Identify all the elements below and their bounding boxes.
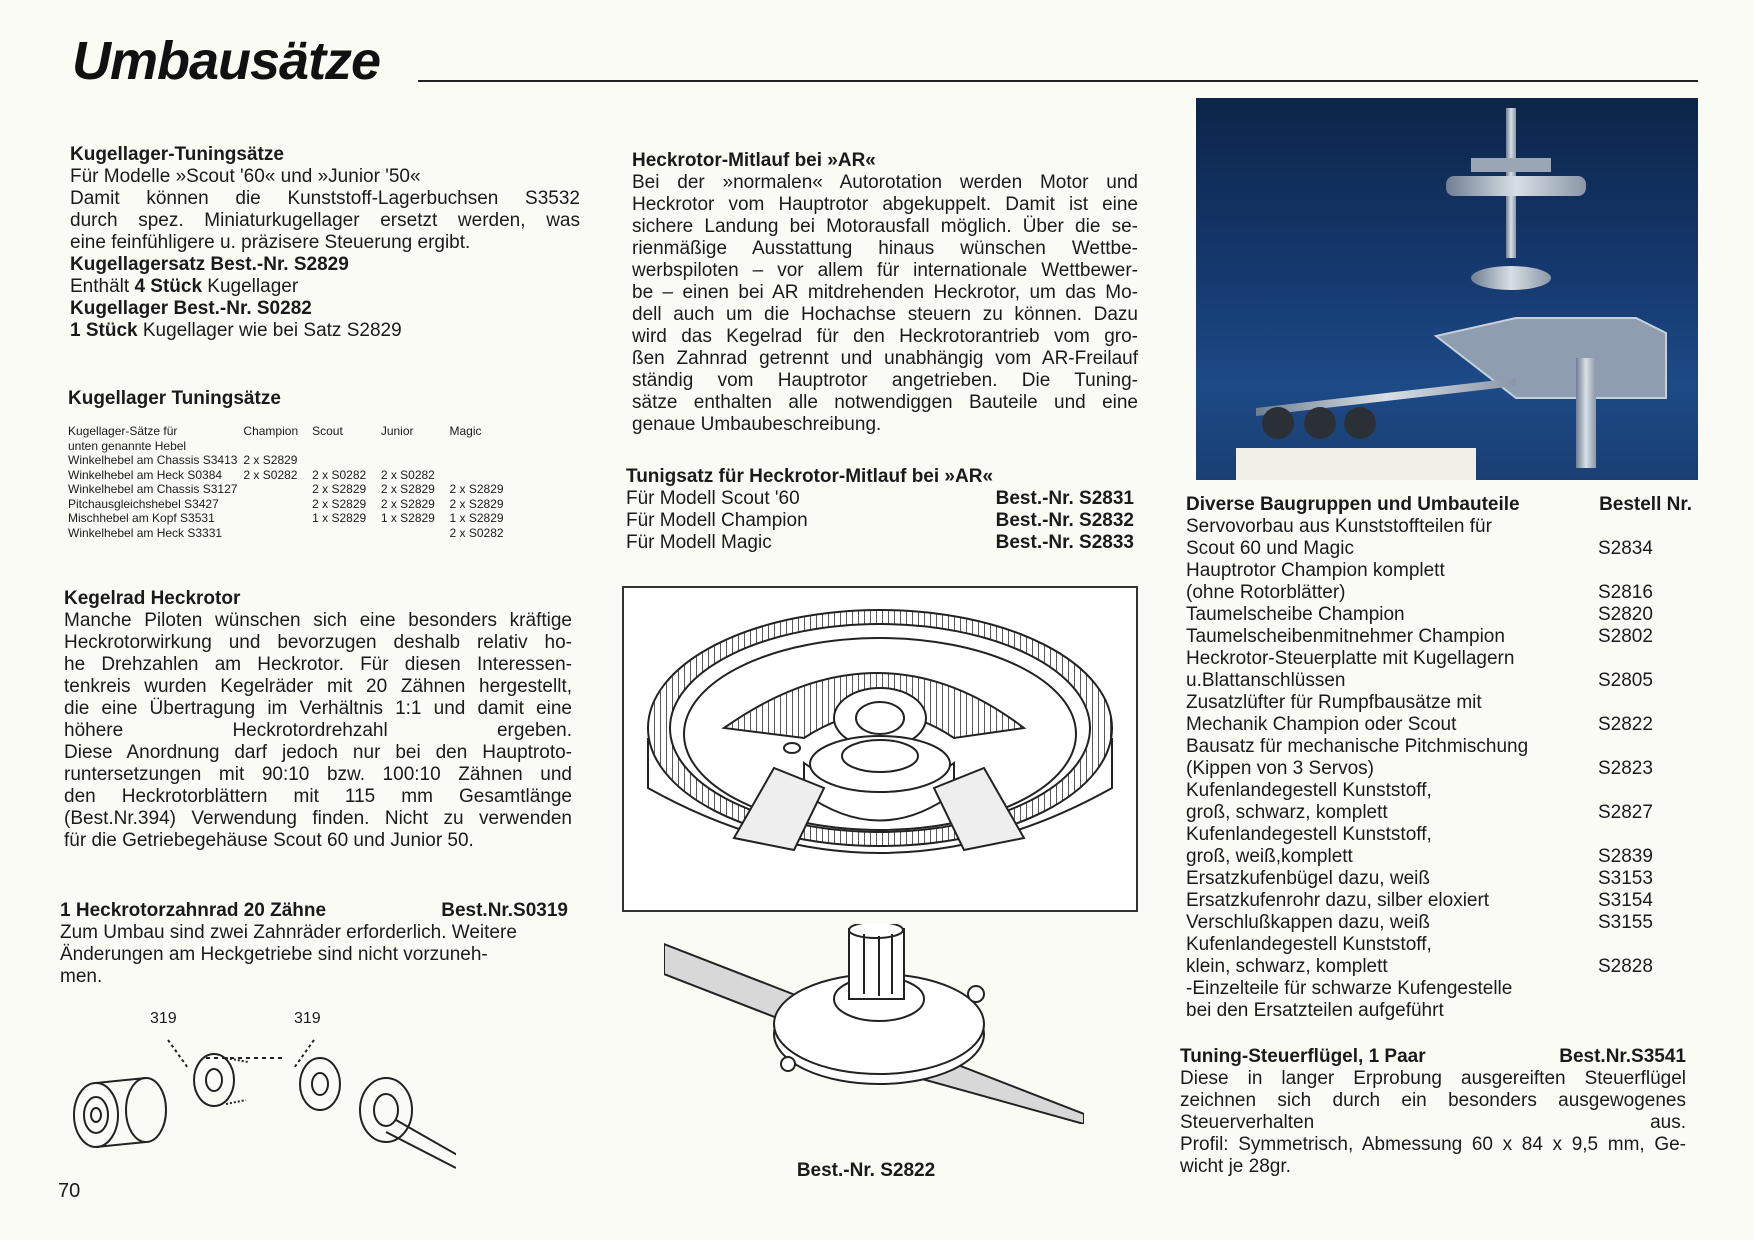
body-line: rienmäßige Ausstattung hinaus wünschen Wettbe- [632, 238, 1138, 259]
list-item [1186, 626, 1702, 648]
body-line: höhere Heckrotordrehzahl ergeben. [64, 720, 572, 741]
body-line: (Best.Nr.394) Verwendung finden. Nicht zu verwenden [64, 808, 572, 829]
body-line: Heckrotorwirkung und bevorzugen deshalb relativ ho- [64, 632, 572, 653]
table-cell: 2 x S0282 [243, 467, 298, 482]
part-description [1186, 736, 1528, 780]
body-line: Änderungen am Heckgetriebe sind nicht vorzuneh- [60, 944, 488, 965]
body-text [1180, 1068, 1686, 1178]
body-line: wird das Kegelrad für den Heckrotorantrieb vom gro- [632, 326, 1138, 347]
body-line: sätze enthalten alle notwendiggen Bauteile und eine [632, 392, 1138, 413]
table-cell: 2 x S0282 [312, 467, 367, 482]
list-item [1186, 604, 1702, 626]
list-item [1186, 868, 1702, 890]
table-cell: Winkelhebel am Heck S3331 [68, 525, 223, 540]
part-description [1186, 692, 1482, 736]
section-heading: 1 Heckrotorzahnrad 20 Zähne [60, 900, 327, 921]
part-description-line: Bausatz für mechanische Pitchmischung [1186, 736, 1529, 757]
part-description-line: u.Blattanschlüssen [1186, 670, 1346, 691]
table-cell: 2 x S2829 [380, 482, 435, 496]
part-description-line: Hauptrotor Champion komplett [1186, 560, 1445, 581]
body-line: Bei der »normalen« Autorotation werden Motor und [632, 172, 1138, 193]
table-cell: Pitchausgleichshebel S3427 [68, 496, 219, 511]
part-description-line: Kufenlandegestell Kunststoff, [1186, 934, 1432, 955]
part-description-line: klein, schwarz, komplett [1186, 956, 1388, 977]
part-description [1186, 912, 1430, 934]
body-line: für die Getriebegehäuse Scout 60 und Junior 50. [64, 830, 474, 851]
table-cell: 2 x S0282 [380, 467, 435, 482]
stabilizer-drawing [664, 924, 1084, 1124]
order-number: Best.Nr.S0319 [441, 900, 568, 921]
table-cell [243, 482, 312, 497]
body-line: Heckrotor vom Hauptrotor abgekuppelt. Damit ist eine [632, 194, 1138, 215]
part-description-line: Kufenlandegestell Kunststoff, [1186, 780, 1432, 801]
body-line: ßen Zahnrad getrennt und unabhängig vom AR-Freilauf [632, 348, 1138, 369]
body-text [64, 610, 572, 852]
table-cell: 1 x S2829 [380, 511, 435, 525]
table-header: Champion [243, 424, 299, 438]
body-line: Diese Anordnung darf jedoch nur bei den Hauptroto- [64, 742, 572, 763]
body-line: genaue Umbaubeschreibung. [632, 414, 882, 435]
page-title: Umbausätze [72, 31, 381, 91]
body-line: Manche Piloten wünschen sich eine besonders kräftige [64, 610, 572, 631]
part-order-number: S2816 [1598, 582, 1653, 603]
body-line: die eine Übertragung im Verhältnis 1:1 und damit eine [64, 698, 572, 719]
table-cell: Mischhebel am Kopf S3531 [68, 511, 215, 525]
part-description [1186, 648, 1514, 692]
order-number: Best.Nr.S3541 [1559, 1046, 1686, 1067]
part-description-line: -Einzelteile für schwarze Kufengestelle [1186, 978, 1513, 999]
heading-row [1186, 494, 1702, 516]
part-order-number: S2823 [1598, 758, 1653, 779]
bevel-gear-figure [622, 586, 1138, 912]
table-row [68, 511, 510, 526]
part-description-line: Heckrotor-Steuerplatte mit Kugellagern [1186, 648, 1515, 669]
part-description [1186, 604, 1405, 626]
order-number: Best.-Nr. S2833 [995, 532, 1134, 553]
table-cell: 2 x S2829 [312, 482, 367, 496]
body-line: he Drehzahlen am Heckrotor. Für diesen Interessen- [64, 654, 572, 675]
table-cell: 2 x S2829 [449, 496, 504, 511]
table-cell: 2 x S0282 [449, 525, 504, 540]
part-description-line: groß, schwarz, komplett [1186, 802, 1388, 823]
list-item [1186, 890, 1702, 912]
part-description [1186, 868, 1430, 890]
table-row [68, 453, 510, 468]
body-line: be – einen bei AR mitdrehenden Heckrotor, um das Mo- [632, 282, 1138, 303]
title-rule [418, 80, 1698, 82]
list-item [1186, 736, 1702, 780]
order-row [626, 510, 1134, 532]
body-line: ständig vom Hauptrotor angetrieben. Die Tuning- [632, 370, 1138, 391]
list-item [1186, 648, 1702, 692]
body-line: tenkreis wurden Kegelräder mit 20 Zähnen hergestellt, [64, 676, 572, 697]
col1-section-bevel-gear [64, 588, 572, 852]
list-item [1186, 780, 1702, 824]
table-cell [243, 511, 312, 526]
table-row [68, 468, 510, 483]
contents-line: Enthält 4 Stück Kugellager [70, 276, 299, 297]
section-heading: Kugellager-Tuningsätze [70, 144, 284, 165]
table-header: Kugellager-Sätze für unten genannte Hebel [68, 424, 187, 453]
body-line: runtersetzungen mit 90:10 bzw. 100:10 Zähnen und [64, 764, 572, 785]
list-item [1186, 692, 1702, 736]
col3-section-parts [1186, 494, 1702, 1022]
section-heading: Kegelrad Heckrotor [64, 588, 241, 609]
table-row [68, 497, 510, 512]
body-line: Zum Umbau sind zwei Zahnräder erforderlich. Weitere [60, 922, 517, 943]
helicopter-photo [1196, 98, 1698, 480]
list-item [1186, 934, 1702, 978]
part-description-line: Scout 60 und Magic [1186, 538, 1354, 559]
part-description-line: Servovorbau aus Kunststoffteilen für [1186, 516, 1492, 537]
table-cell [450, 468, 510, 483]
part-description-line: Taumelscheibe Champion [1186, 604, 1405, 625]
body-line: dell auch um die Hochachse steuern zu können. Dazu [632, 304, 1138, 325]
table-cell: 2 x S2829 [243, 453, 298, 467]
col2-section-ar [632, 150, 1138, 436]
order-number: Kugellagersatz Best.-Nr. S2829 [70, 254, 349, 275]
part-description-line: Mechanik Champion oder Scout [1186, 714, 1457, 735]
part-description-line: Ersatzkufenrohr dazu, silber eloxiert [1186, 890, 1490, 911]
table-cell: 1 x S2829 [449, 511, 504, 525]
part-description-line: Kufenlandegestell Kunststoff, [1186, 824, 1432, 845]
body-line: Diese in langer Erprobung ausgereiften Steuerflügel [1180, 1068, 1686, 1089]
section-heading: Tunigsatz für Heckrotor-Mitlauf bei »AR« [626, 466, 994, 487]
col1-section-bearing-table [68, 388, 588, 540]
table-header: Scout [312, 424, 343, 438]
order-number: Best.-Nr. S2831 [995, 488, 1134, 509]
model-label: Für Modell Champion [626, 510, 808, 531]
page-number: 70 [58, 1180, 81, 1202]
body-text [632, 172, 1138, 436]
list-item [1186, 978, 1702, 1022]
part-description-line: Ersatzkufenbügel dazu, weiß [1186, 868, 1430, 889]
section-heading: Heckrotor-Mitlauf bei »AR« [632, 150, 876, 171]
order-number: Best.-Nr. S2832 [995, 510, 1134, 531]
part-order-number: S2834 [1598, 538, 1653, 559]
part-description [1186, 560, 1445, 604]
table-cell: Winkelhebel am Chassis S3413 [68, 453, 238, 467]
figure-label: 319 [294, 1010, 321, 1027]
section-heading: Diverse Baugruppen und Umbauteile [1186, 494, 1520, 515]
part-order-number: S3155 [1598, 912, 1653, 933]
table-cell [312, 453, 381, 468]
order-row [626, 532, 1134, 554]
heading-row [60, 900, 568, 922]
figure-caption: Best.-Nr. S2822 [796, 1160, 936, 1181]
part-description [1186, 626, 1505, 648]
gear-drawing [56, 1010, 456, 1170]
table-cell: Winkelhebel am Heck S0384 [68, 467, 223, 482]
list-item [1186, 912, 1702, 934]
part-description-line: Taumelscheibenmitnehmer Champion [1186, 626, 1505, 647]
model-label: Für Modell Magic [626, 532, 772, 553]
part-order-number: S3153 [1598, 868, 1653, 889]
table-cell [243, 526, 312, 541]
table-cell [243, 497, 312, 512]
body-line: sichere Landung bei Motorausfall möglich. Über die se- [632, 216, 1138, 237]
col2-section-tuning-set [626, 466, 1134, 554]
body-line: zeichnen sich durch ein besonders ausgewogenes [1180, 1090, 1686, 1111]
table-cell [381, 526, 450, 541]
body-line: Profil: Symmetrisch, Abmessung 60 x 84 x 9,5 mm, Ge- [1180, 1134, 1686, 1155]
table-cell: 2 x S2829 [312, 496, 367, 511]
col3-section-stabilizer [1180, 1046, 1686, 1178]
col1-section-tail-gear [60, 900, 568, 988]
part-description [1186, 890, 1489, 912]
heading-row [1180, 1046, 1686, 1068]
table-header: Magic [449, 424, 482, 438]
part-description-line: (Kippen von 3 Servos) [1186, 758, 1374, 779]
part-description-line: Zusatzlüfter für Rumpfbausätze mit [1186, 692, 1482, 713]
order-row [626, 488, 1134, 510]
list-item [1186, 824, 1702, 868]
part-order-number: S2828 [1598, 956, 1653, 977]
body-line: men. [60, 966, 103, 987]
table-cell [450, 453, 510, 468]
body-line: Steuerverhalten aus. [1180, 1112, 1686, 1133]
column-header-order: Bestell Nr. [1599, 494, 1692, 515]
part-description-line: bei den Ersatzteilen aufgeführt [1186, 1000, 1444, 1021]
part-description [1186, 824, 1432, 868]
list-item [1186, 516, 1702, 560]
part-order-number: S2805 [1598, 670, 1653, 691]
figure-label: 319 [150, 1010, 177, 1027]
body-line: werbspiloten – vor allem für internationale Wettbewer- [632, 260, 1138, 281]
part-order-number: S2822 [1598, 714, 1653, 735]
body-line: wicht je 28gr. [1180, 1156, 1291, 1177]
part-order-number: S2802 [1598, 626, 1653, 647]
model-label: Für Modell Scout '60 [626, 488, 800, 509]
table-cell [381, 453, 450, 468]
body-line: den Heckrotorblättern mit 115 mm Gesamtlänge [64, 786, 572, 807]
table-cell: Winkelhebel am Chassis S3127 [68, 482, 238, 496]
table-cell: 2 x S2829 [449, 482, 504, 496]
tail-gear-illustration [56, 1010, 456, 1170]
table-header: Junior [380, 424, 414, 438]
helicopter-photo-drawing [1196, 98, 1698, 480]
part-order-number: S2827 [1598, 802, 1653, 823]
section-heading: Tuning-Steuerflügel, 1 Paar [1180, 1046, 1426, 1067]
section-heading: Kugellager Tuningsätze [68, 388, 281, 409]
part-order-number: S3154 [1598, 890, 1653, 911]
part-description [1186, 978, 1512, 1022]
table-cell: 1 x S2829 [312, 511, 367, 525]
order-number: Kugellager Best.-Nr. S0282 [70, 298, 312, 319]
stabilizer-figure [664, 924, 1084, 1181]
part-description [1186, 934, 1432, 978]
part-description-line: Verschlußkappen dazu, weiß [1186, 912, 1430, 933]
col1-section-ball-bearing [70, 144, 580, 342]
part-order-number: S2839 [1598, 846, 1653, 867]
part-description-line: groß, weiß,komplett [1186, 846, 1353, 867]
contents-line: 1 Stück Kugellager wie bei Satz S2829 [70, 320, 402, 341]
body-line: eine feinfühligere u. präzisere Steuerung ergibt. [70, 232, 471, 253]
body-line: Damit können die Kunststoff-Lagerbuchsen S3532 [70, 188, 580, 209]
bevel-gear-drawing [624, 588, 1136, 910]
table-cell: 2 x S2829 [380, 496, 435, 511]
table-row [68, 482, 510, 497]
body-line: durch spez. Miniaturkugellager ersetzt werden, was [70, 210, 580, 231]
part-description-line: (ohne Rotorblätter) [1186, 582, 1346, 603]
part-description [1186, 516, 1492, 560]
table-row [68, 526, 510, 541]
part-description [1186, 780, 1432, 824]
table-header-row [68, 424, 510, 453]
list-item [1186, 560, 1702, 604]
table-cell [312, 526, 381, 541]
part-order-number: S2820 [1598, 604, 1653, 625]
body-line: Für Modelle »Scout '60« und »Junior '50« [70, 166, 421, 187]
parts-list [1186, 516, 1702, 1022]
bearing-table [68, 424, 510, 540]
